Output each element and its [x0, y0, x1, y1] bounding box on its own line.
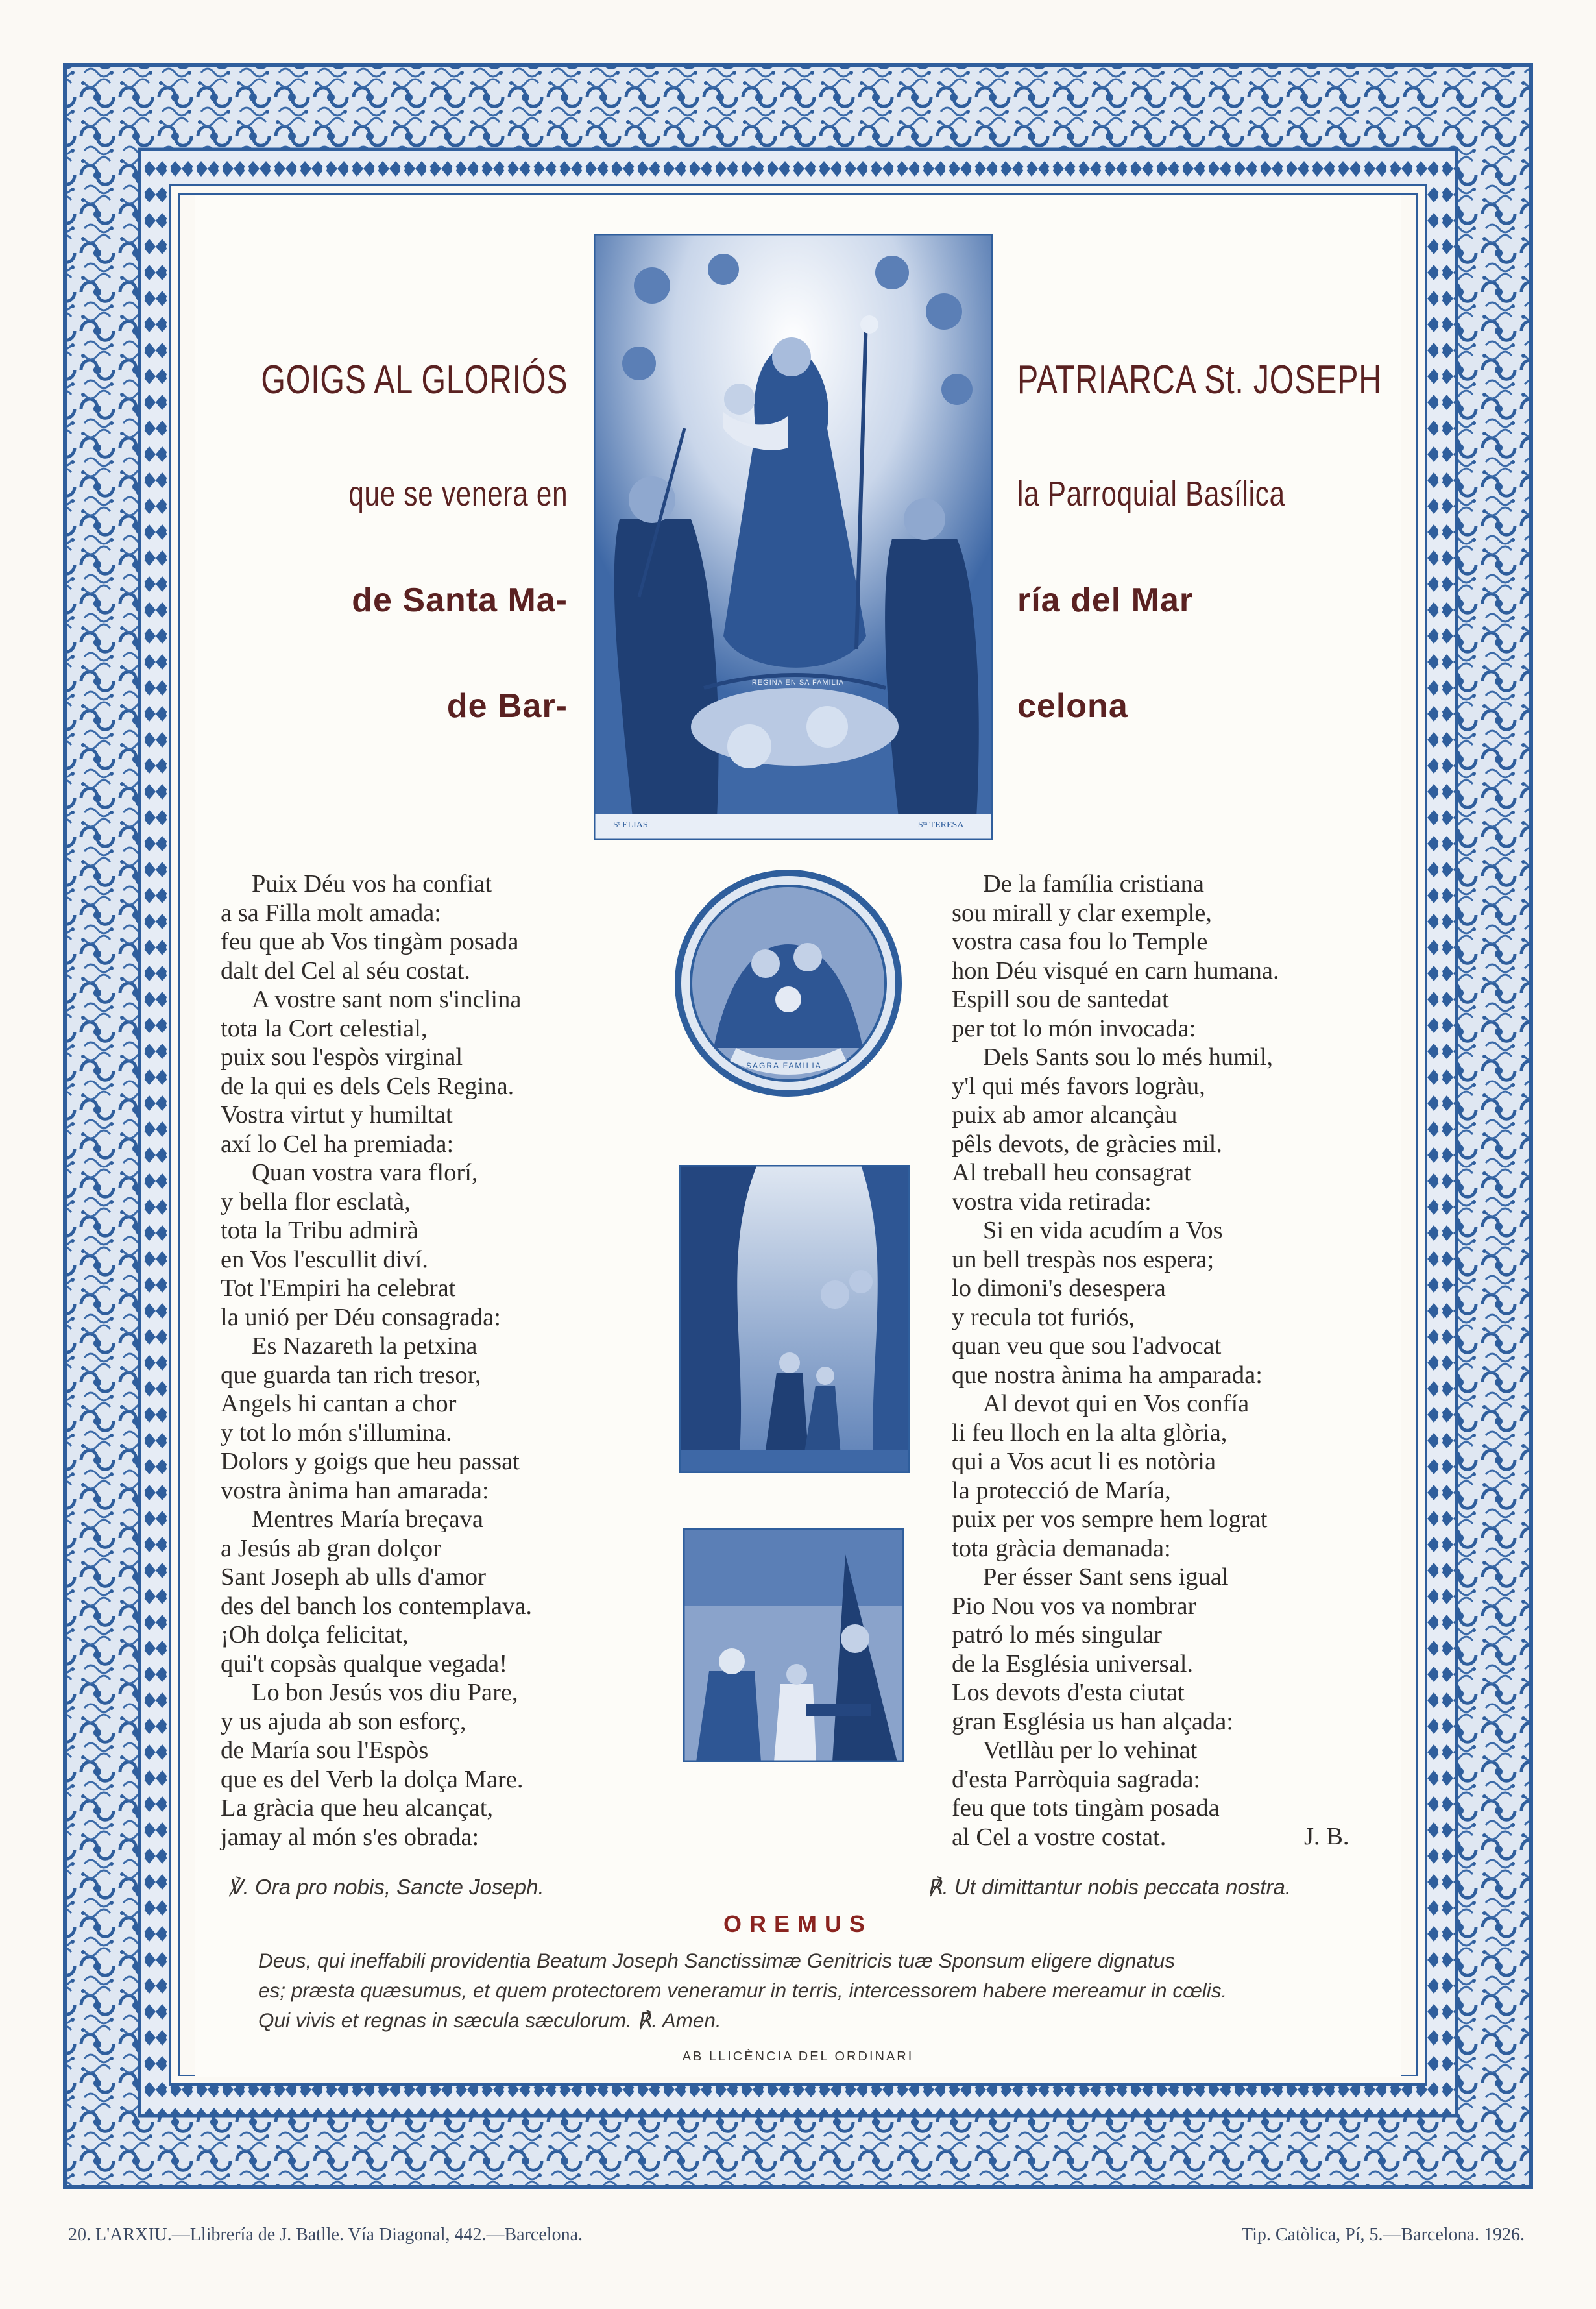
verse-line: y'l qui més favors logràu,: [952, 1072, 1205, 1100]
verse-line: la unió per Déu consagrada:: [221, 1303, 501, 1331]
verse-line: Es Nazareth la petxina: [252, 1332, 478, 1360]
caption-sta-teresa: Sᵗᵃ TERESA: [918, 820, 964, 830]
verse-line: Al devot qui en Vos confía: [983, 1390, 1250, 1417]
verses-left-column: [221, 870, 532, 1851]
versicle-left: ℣. Ora pro nobis, Sancte Joseph.: [228, 1875, 544, 1899]
verse-line: Quan vostra vara florí,: [252, 1159, 478, 1186]
verse-line: De la família cristiana: [983, 870, 1204, 898]
verses-right-column: [952, 870, 1279, 1851]
verse-line: A vostre sant nom s'inclina: [252, 986, 522, 1013]
verse-line: que es del Verb la dolça Mare.: [221, 1765, 524, 1793]
footer-publisher: 20. L'ARXIU.—Llibrería de J. Batlle. Vía Diagonal, 442.—Barcelona.: [68, 2225, 583, 2245]
title-right-2: la Parroquial Basílica: [1017, 474, 1285, 513]
verse-line: Per ésser Sant sens igual: [983, 1563, 1229, 1591]
verse-line: Angels hi cantan a chor: [221, 1390, 457, 1417]
verse-line: de María sou l'Espòs: [221, 1737, 429, 1764]
verse-line: lo dimoni's desespera: [952, 1275, 1166, 1302]
verse-line: Sant Joseph ab ulls d'amor: [221, 1563, 487, 1591]
licence-note: AB LLICÈNCIA DEL ORDINARI: [682, 2049, 914, 2064]
verse-line: puix sou l'espòs virginal: [221, 1044, 463, 1071]
verse-line: y bella flor esclatà,: [221, 1188, 411, 1216]
verse-line: un bell trespàs nos espera;: [952, 1245, 1215, 1273]
verse-line: Puix Déu vos ha confiat: [252, 870, 492, 898]
verse-line: feu que tots tingàm posada: [952, 1794, 1220, 1822]
title-left-2: que se venera en: [348, 474, 568, 513]
verse-line: hon Déu visqué en carn humana.: [952, 957, 1279, 984]
verse-line: Dolors y goigs que heu passat: [221, 1448, 520, 1475]
oremus-line: Qui vivis et regnas in sæcula sæculorum. ℟. Amen.: [258, 2009, 721, 2032]
verse-line: puix per vos sempre hem lograt: [952, 1506, 1268, 1533]
verse-line: Vostra virtut y humiltat: [221, 1101, 453, 1129]
verse-line: de la qui es dels Cels Regina.: [221, 1072, 514, 1100]
verse-line: en Vos l'escullit diví.: [221, 1245, 428, 1273]
verse-line: y us ajuda ab son esforç,: [221, 1707, 466, 1735]
title-right-3: ría del Mar: [1017, 581, 1194, 619]
verse-line: puix ab amor alcançàu: [952, 1101, 1178, 1129]
main-banner-caption: REGINA EN SA FAMILIA: [751, 679, 845, 687]
verse-line: gran Església us han alçada:: [952, 1707, 1234, 1735]
verse-line: Los devots d'esta ciutat: [952, 1679, 1185, 1706]
title-left-3: de Santa Ma-: [352, 581, 568, 619]
oremus-line: Deus, qui ineffabili providentia Beatum Joseph Sanctissimæ Genitricis tuæ Sponsum eligere dignatus: [258, 1949, 1175, 1972]
verse-line: Si en vida acudím a Vos: [983, 1217, 1223, 1244]
verse-line: Espill sou de santedat: [952, 986, 1169, 1013]
verse-line: tota gràcia demanada:: [952, 1534, 1171, 1562]
verse-line: vostra casa fou lo Temple: [952, 928, 1208, 955]
verse-line: Pio Nou vos va nombrar: [952, 1592, 1196, 1620]
verse-line: des del banch los contemplava.: [221, 1592, 533, 1620]
verse-line: qui't copsàs qualque vegada!: [221, 1650, 508, 1678]
signature: J. B.: [1304, 1823, 1349, 1850]
verse-line: tota la Cort celestial,: [221, 1014, 428, 1042]
verse-line: d'esta Parròquia sagrada:: [952, 1765, 1201, 1793]
flight-into-egypt-engraving: [679, 1165, 910, 1473]
verse-line: Tot l'Empiri ha celebrat: [221, 1275, 456, 1302]
verse-line: li feu lloch en la alta glòria,: [952, 1419, 1227, 1447]
verse-line: vostra vida retirada:: [952, 1188, 1152, 1216]
title-right-1: PATRIARCA St. JOSEPH: [1017, 358, 1383, 402]
verse-line: de la Església universal.: [952, 1650, 1194, 1678]
verse-line: la protecció de María,: [952, 1476, 1171, 1504]
oremus-heading: OREMUS: [723, 1911, 873, 1937]
verse-line: al Cel a vostre costat.: [952, 1823, 1167, 1851]
verse-line: tota la Tribu admirà: [221, 1217, 418, 1244]
verse-line: pêls devots, de gràcies mil.: [952, 1130, 1222, 1158]
verse-line: ¡Oh dolça felicitat,: [221, 1621, 409, 1648]
verse-line: jamay al món s'es obrada:: [221, 1823, 479, 1851]
verse-line: La gràcia que heu alcançat,: [221, 1794, 494, 1822]
verse-line: per tot lo món invocada:: [952, 1014, 1196, 1042]
verse-line: que guarda tan rich tresor,: [221, 1361, 481, 1389]
verse-line: a Jesús ab gran dolçor: [221, 1534, 441, 1562]
versicle-right: ℟. Ut dimittantur nobis peccata nostra.: [928, 1875, 1292, 1899]
verse-line: Vetllàu per lo vehinat: [983, 1737, 1198, 1764]
title-right-4: celona: [1017, 687, 1128, 725]
footer-printer: Tip. Catòlica, Pí, 5.—Barcelona. 1926.: [1241, 2225, 1525, 2245]
verse-line: sou mirall y clar exemple,: [952, 899, 1212, 927]
verse-line: feu que ab Vos tingàm posada: [221, 928, 519, 955]
verse-line: quan veu que sou l'advocat: [952, 1332, 1222, 1360]
oremus-line: es; præsta quæsumus, et quem protectorem veneramur in terris, intercessorem habere mereamur in cœlis.: [258, 1979, 1227, 2002]
verse-line: Mentres María breçava: [252, 1506, 484, 1533]
verse-line: Lo bon Jesús vos diu Pare,: [252, 1679, 518, 1706]
title-left-1: GOIGS AL GLORIÓS: [261, 358, 568, 402]
saints-with-virgin-and-child-engraving: [594, 234, 993, 840]
medallion-caption: SAGRA FAMILIA: [746, 1061, 822, 1070]
title-left-4: de Bar-: [446, 687, 568, 725]
verse-line: qui a Vos acut li es notòria: [952, 1448, 1216, 1475]
verse-line: vostra ànima han amarada:: [221, 1476, 489, 1504]
verse-line: y recula tot furiós,: [952, 1303, 1135, 1331]
caption-st-elias: Sᵗ ELIAS: [613, 820, 648, 830]
verse-line: axí lo Cel ha premiada:: [221, 1130, 454, 1158]
verse-line: Al treball heu consagrat: [952, 1159, 1191, 1186]
carpenter-workshop-engraving: [683, 1528, 904, 1762]
verse-line: Dels Sants sou lo més humil,: [983, 1044, 1274, 1071]
verse-line: patró lo més singular: [952, 1621, 1162, 1648]
holy-family-medallion: [668, 866, 908, 1100]
verse-line: dalt del Cel al séu costat.: [221, 957, 470, 984]
verse-line: y tot lo món s'illumina.: [221, 1419, 452, 1447]
verse-line: a sa Filla molt amada:: [221, 899, 441, 927]
verse-line: que nostra ànima ha amparada:: [952, 1361, 1263, 1389]
oremus-prayer: [258, 1946, 1361, 2035]
